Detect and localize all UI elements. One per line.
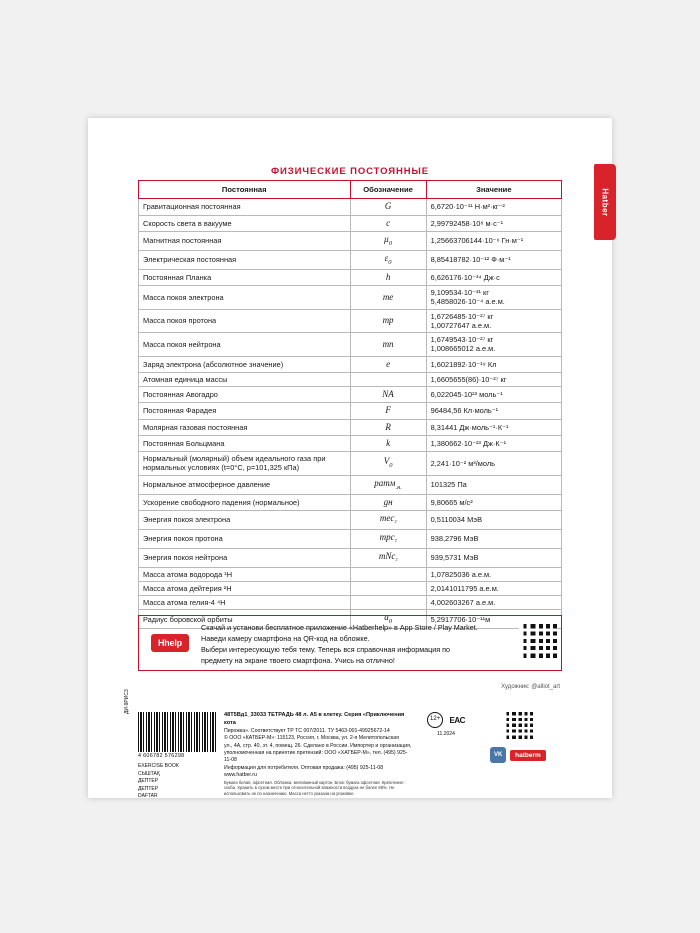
table-body bbox=[139, 199, 562, 629]
constant-symbol: mpc$_{^2}$ bbox=[350, 529, 426, 548]
constant-value-line: 939,5731 МэВ bbox=[430, 552, 479, 562]
imprint-line-2: Пирожка». Соответствует ТР ТС 007/2011. ТУ 5463-001-49925672-14 bbox=[224, 727, 390, 734]
constant-symbol: me bbox=[350, 286, 426, 310]
constant-name: Скорость света в вакууме bbox=[139, 215, 351, 231]
promo-line-4: предмету на экране твоего смартфона. Учись на отлично! bbox=[201, 656, 395, 666]
constant-symbol bbox=[350, 567, 426, 581]
constant-symbol: mec$_{^2}$ bbox=[350, 510, 426, 529]
constant-symbol: c bbox=[350, 215, 426, 231]
constant-value bbox=[426, 215, 561, 231]
constant-symbol: gн bbox=[350, 494, 426, 510]
constant-symbol: NA bbox=[350, 387, 426, 403]
constant-symbol: R bbox=[350, 419, 426, 435]
constant-value bbox=[426, 596, 561, 610]
imprint-block bbox=[124, 689, 562, 799]
notebook-back-cover bbox=[88, 118, 612, 798]
constant-value-line: 2,241·10⁻² м³/моль bbox=[430, 458, 496, 468]
imprint-line-4: ул., 4А, стр. 40, эт. 4, помещ. 26. Сделано в России. Импортер и организация, bbox=[224, 742, 412, 749]
constant-value bbox=[426, 510, 561, 529]
constant-value-line: 1,00727647 а.е.м. bbox=[430, 320, 492, 330]
age-rating-badge: 12+ bbox=[427, 712, 443, 728]
constant-symbol: G bbox=[350, 199, 426, 215]
constant-symbol: mNc$_{^2}$ bbox=[350, 548, 426, 567]
promo-text-block bbox=[201, 616, 515, 670]
constant-name: Масса покоя протона bbox=[139, 309, 351, 333]
constant-value bbox=[426, 269, 561, 285]
table-row bbox=[139, 529, 562, 548]
barcode-icon bbox=[138, 712, 218, 752]
cover-content-area bbox=[88, 118, 612, 798]
table-row bbox=[139, 372, 562, 386]
constant-value-line: 0,5110034 МэВ bbox=[430, 515, 483, 525]
table-row bbox=[139, 356, 562, 372]
constant-value bbox=[426, 581, 561, 595]
table-row bbox=[139, 435, 562, 451]
brand-tab-label: Hatber bbox=[600, 187, 610, 217]
constant-value bbox=[426, 435, 561, 451]
constant-value-line: 1,25663706144·10⁻⁶ Гн·м⁻¹ bbox=[430, 236, 524, 246]
language-label: ДЕПТЕР bbox=[138, 778, 159, 784]
vk-icon[interactable]: VK bbox=[490, 747, 506, 763]
constant-value-line: 8,85418782·10⁻¹² Ф·м⁻¹ bbox=[430, 255, 511, 265]
constant-name: Электрическая постоянная bbox=[139, 250, 351, 269]
column-header-symbol: Обозначение bbox=[350, 181, 426, 199]
column-header-value: Значение bbox=[426, 181, 561, 199]
table-row bbox=[139, 333, 562, 357]
table-row bbox=[139, 510, 562, 529]
constant-name: Атомная единица массы bbox=[139, 372, 351, 386]
social-handle[interactable]: hatberm bbox=[510, 750, 546, 761]
constant-value bbox=[426, 387, 561, 403]
imprint-line-6: Информация для потребителя. Оптовая продажа: (495) 925-11-08 www.hatber.ru bbox=[224, 764, 384, 779]
promo-qr-container bbox=[515, 616, 561, 670]
table-row bbox=[139, 494, 562, 510]
constant-name: Постоянная Авогадро bbox=[139, 387, 351, 403]
constant-value-line: 938,2796 МэВ bbox=[430, 534, 479, 543]
constant-value bbox=[426, 529, 561, 548]
constant-value bbox=[426, 356, 561, 372]
constant-name: Энергия покоя протона bbox=[139, 529, 351, 548]
physical-constants-table bbox=[138, 180, 562, 629]
imprint-text-block bbox=[224, 712, 418, 794]
imprint-line-3: © ООО «КАТБЕР-М»: 115123, Россия, г. Москва, ул. 2-я Мелитопольская bbox=[224, 735, 399, 742]
hatberhelp-logo-label: Hhelp bbox=[151, 634, 189, 652]
constant-value bbox=[426, 403, 561, 419]
promo-line-1: Скачай и установи бесплатное приложение «Hatberhelp» в App Store / Play Market. bbox=[201, 623, 478, 632]
language-label: ДЕПТЕР bbox=[138, 785, 159, 792]
constant-name: Энергия покоя нейтрона bbox=[139, 548, 351, 567]
table-row bbox=[139, 199, 562, 215]
constant-symbol: mn bbox=[350, 333, 426, 357]
constant-value bbox=[426, 475, 561, 494]
constant-symbol: mp bbox=[350, 309, 426, 333]
qr-code-icon bbox=[503, 712, 533, 742]
constant-symbol: e bbox=[350, 356, 426, 372]
imprint-fine-print: Бумага белая, офсетная. Обложка: мелованный картон. Блок: бумага офсетная. Крепление: скоба. Хранить в сухом месте при относительной влажности воздуха не более 65%. Не использовать не по назначению. Массa нетто указана на упаковке. bbox=[224, 779, 405, 796]
column-header-name: Постоянная bbox=[139, 181, 351, 199]
constant-symbol: F bbox=[350, 403, 426, 419]
barcode-block bbox=[124, 689, 224, 799]
constant-name: Магнитная постоянная bbox=[139, 231, 351, 250]
barcode-number: 4 606782 576298 bbox=[138, 753, 185, 759]
constant-name: Масса атома гелия-4 ⁴Н bbox=[139, 596, 351, 610]
constant-value-line: 2,99792458·10⁸ м·с⁻¹ bbox=[430, 218, 504, 228]
constant-value-line: 1,07825036 а.е.м. bbox=[430, 569, 492, 579]
constant-value-line: 1,008665012 а.е.м. bbox=[430, 344, 496, 354]
constant-value bbox=[426, 309, 561, 333]
constant-symbol bbox=[350, 372, 426, 386]
right-codes-block bbox=[474, 712, 562, 794]
table-row bbox=[139, 596, 562, 610]
constant-name: Радиус боровской орбиты bbox=[139, 610, 351, 629]
constant-name: Энергия покоя электрона bbox=[139, 510, 351, 529]
hatber-brand-tab bbox=[594, 164, 616, 240]
constant-value-line: 9,109534·10⁻³¹ кг bbox=[430, 288, 489, 298]
table-row bbox=[139, 387, 562, 403]
constant-value bbox=[426, 286, 561, 310]
table-row bbox=[139, 231, 562, 250]
constant-name: Нормальный (молярный) объем идеального газа при нормальных условиях (t=0°С, p=101,325 кПа) bbox=[139, 452, 351, 476]
constant-value bbox=[426, 250, 561, 269]
language-label: EXERCISE BOOK bbox=[138, 763, 180, 769]
table-row bbox=[139, 309, 562, 333]
artist-credit: Художник: @alliot_art bbox=[501, 684, 560, 690]
constant-value-line: 6,022045·10²³ моль⁻¹ bbox=[430, 390, 503, 400]
constant-symbol: $V_0$ bbox=[350, 452, 426, 476]
constant-symbol: h bbox=[350, 269, 426, 285]
constant-value-line: 1,6605655(86)·10⁻²⁷ кг bbox=[430, 374, 507, 384]
constant-value-line: 1,6021892·10⁻¹⁹ Кл bbox=[430, 359, 497, 369]
table-row bbox=[139, 548, 562, 567]
constant-value-line: 6,6720·10⁻¹¹ Н·м²·кг⁻² bbox=[430, 202, 505, 212]
production-date: 11.2024 bbox=[437, 731, 455, 737]
constant-name: Постоянная Больцмана bbox=[139, 435, 351, 451]
page-title: ФИЗИЧЕСКИЕ ПОСТОЯННЫЕ bbox=[271, 166, 429, 177]
table-header-row bbox=[139, 181, 562, 199]
constant-value bbox=[426, 372, 561, 386]
constant-value-line: 1,6749543·10⁻²⁷ кг bbox=[430, 335, 494, 345]
constant-name: Гравитационная постоянная bbox=[139, 199, 351, 215]
hatberhelp-logo bbox=[139, 616, 201, 670]
constant-name: Постоянная Планка bbox=[139, 269, 351, 285]
social-links bbox=[490, 747, 546, 763]
table-row bbox=[139, 567, 562, 581]
constant-value-line: 1,380662·10⁻²³ Дж·К⁻¹ bbox=[430, 438, 507, 448]
constant-value-line: 5,2917706·10⁻¹¹м bbox=[430, 614, 491, 624]
constant-value bbox=[426, 419, 561, 435]
constant-value-line: 9,80665 м/с² bbox=[430, 497, 473, 507]
language-label: СЫШТАҚ bbox=[138, 770, 160, 777]
constant-name: Ускорение свободного падения (нормальное) bbox=[139, 494, 351, 510]
constant-symbol bbox=[350, 596, 426, 610]
constant-value bbox=[426, 199, 561, 215]
language-list bbox=[138, 763, 224, 801]
eac-conformity-icon: EAC bbox=[449, 715, 465, 725]
constant-name: Нормальное атмосферное давление bbox=[139, 475, 351, 494]
constant-symbol: $\mu_0$ bbox=[350, 231, 426, 250]
table-row bbox=[139, 286, 562, 310]
constant-value bbox=[426, 231, 561, 250]
constant-name: Молярная газовая постоянная bbox=[139, 419, 351, 435]
certification-marks bbox=[418, 712, 474, 794]
table-row bbox=[139, 452, 562, 476]
constant-symbol: pатм$_{.н.}$ bbox=[350, 475, 426, 494]
constant-value-line: 8,31441 Дж·моль⁻¹·К⁻¹ bbox=[430, 422, 509, 432]
table-row bbox=[139, 403, 562, 419]
constant-value-line: 1,6726485·10⁻²⁷ кг bbox=[430, 311, 494, 321]
constant-name: Масса покоя нейтрона bbox=[139, 333, 351, 357]
constant-symbol: $\varepsilon_0$ bbox=[350, 250, 426, 269]
constant-value bbox=[426, 548, 561, 567]
table-row bbox=[139, 215, 562, 231]
constant-name: Постоянная Фарадея bbox=[139, 403, 351, 419]
constant-symbol: k bbox=[350, 435, 426, 451]
language-label: DAFTAR bbox=[138, 793, 158, 799]
constant-value-line: 2,0141011795 а.е.м. bbox=[430, 583, 499, 593]
constant-value-line: 4,002603267 а.е.м. bbox=[430, 598, 496, 608]
constant-value bbox=[426, 494, 561, 510]
app-promo-box bbox=[138, 615, 562, 671]
constant-symbol: $a_0$ bbox=[350, 610, 426, 629]
table-row bbox=[139, 269, 562, 285]
table-row bbox=[139, 250, 562, 269]
constant-value-line: 96484,56 Кл·моль⁻¹ bbox=[430, 406, 499, 416]
constant-value bbox=[426, 333, 561, 357]
imprint-line-5: уполномоченная на принятие претензий: ООО «ХАТБЕР-М», тел. (495) 925-11-08 bbox=[224, 750, 408, 764]
constant-value bbox=[426, 567, 561, 581]
constant-value-line: 5,4858026·10⁻⁴ а.е.м. bbox=[430, 297, 505, 307]
table-row bbox=[139, 581, 562, 595]
table-row bbox=[139, 475, 562, 494]
constant-name: Масса атома дейтерия ²Н bbox=[139, 581, 351, 595]
constant-name: Заряд электрона (абсолютное значение) bbox=[139, 356, 351, 372]
qr-code-icon bbox=[519, 624, 557, 662]
table-header bbox=[139, 181, 562, 199]
constant-name: Масса атома водорода ¹Н bbox=[139, 567, 351, 581]
side-code-label: ДИ-9РИС3 bbox=[124, 689, 130, 714]
constant-value-line: 101325 Па bbox=[430, 479, 467, 489]
constant-value bbox=[426, 452, 561, 476]
constant-symbol bbox=[350, 581, 426, 595]
promo-line-2: Наведи камеру смартфона на QR-код на обложке. bbox=[201, 634, 370, 644]
imprint-line-1: 48Т5Вд1_33033 ТЕТРАДЬ 48 л. А5 в клетку. Серия «Приключения кота bbox=[224, 712, 405, 726]
promo-line-3: Выбери интересующую тебя тему. Теперь вся справочная информация по bbox=[201, 645, 451, 655]
constant-value-line: 6,626176·10⁻³⁴ Дж·с bbox=[430, 272, 500, 282]
constant-name: Масса покоя электрона bbox=[139, 286, 351, 310]
table-row bbox=[139, 419, 562, 435]
